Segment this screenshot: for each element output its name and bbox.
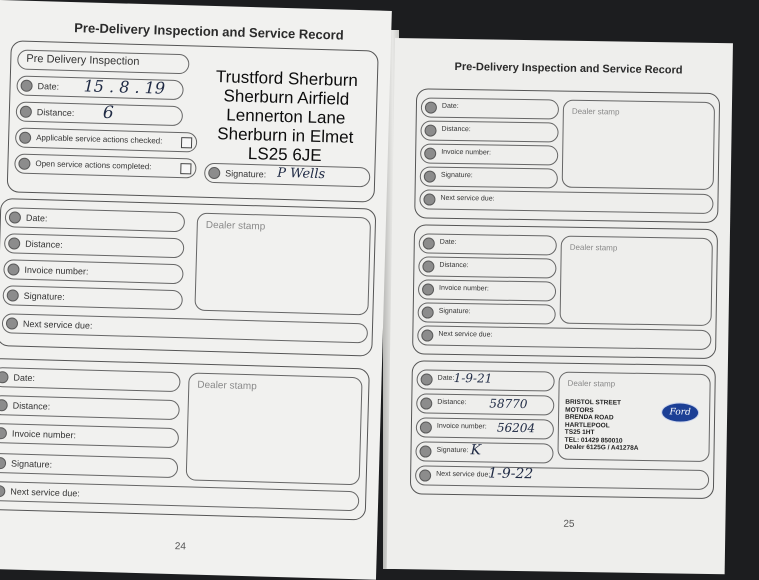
right-page xyxy=(387,38,733,574)
bullet-icon xyxy=(420,397,432,409)
distance-row xyxy=(416,393,554,415)
bullet-icon xyxy=(419,445,431,457)
applicable-row xyxy=(15,127,197,152)
stamp-line: Lennerton Lane xyxy=(226,105,346,128)
next-service-row xyxy=(417,325,711,350)
dealer-stamp-label: Dealer stamp xyxy=(197,379,257,393)
bullet-icon xyxy=(6,317,18,329)
dealer-stamp-box xyxy=(557,372,710,462)
signature-row xyxy=(0,453,178,478)
invoice-row xyxy=(420,143,558,165)
bullet-icon xyxy=(424,124,436,136)
signature-row xyxy=(418,302,556,324)
bullet-icon xyxy=(9,211,21,223)
pdi-header-row xyxy=(17,50,189,75)
distance-label: Distance: xyxy=(25,238,63,250)
next-service-row xyxy=(419,189,713,214)
bullet-icon xyxy=(420,421,432,433)
dealer-stamp-label: Dealer stamp xyxy=(569,242,618,253)
date-label: Date: xyxy=(437,374,455,382)
distance-label: Distance: xyxy=(437,398,467,407)
date-row xyxy=(5,207,185,232)
next-service-row xyxy=(0,481,359,511)
dealer-stamp-box xyxy=(186,372,363,485)
invoice-row xyxy=(416,417,554,439)
bullet-icon xyxy=(422,283,434,295)
distance-label: Distance: xyxy=(441,125,471,134)
bullet-icon xyxy=(422,260,434,272)
service-section-2 xyxy=(0,358,370,521)
date-label: Date: xyxy=(25,212,48,224)
next-service-label: Next service due: xyxy=(22,318,93,331)
invoice-label: Invoice number: xyxy=(11,428,77,441)
date-row xyxy=(419,233,557,255)
pdi-header: Pre Delivery Inspection xyxy=(26,52,140,68)
bullet-icon xyxy=(0,399,8,411)
date-label: Date: xyxy=(13,372,36,384)
invoice-label: Invoice number: xyxy=(24,264,89,277)
open-label: Open service actions completed: xyxy=(35,159,152,172)
bullet-icon xyxy=(0,427,7,439)
signature-row xyxy=(415,441,553,463)
signature-row xyxy=(2,285,182,310)
distance-row xyxy=(420,120,558,142)
signature-value: P Wells xyxy=(277,165,326,183)
signature-label: Signature: xyxy=(436,446,469,455)
bullet-icon xyxy=(20,105,32,117)
next-service-label: Next service due: xyxy=(10,486,80,499)
invoice-label: Invoice number: xyxy=(439,284,489,293)
stamp-line: Sherburn Airfield xyxy=(223,86,350,109)
next-service-value: 1-9-22 xyxy=(488,465,534,483)
bullet-icon xyxy=(419,469,431,481)
signature-label: Signature: xyxy=(10,458,53,470)
distance-row xyxy=(4,233,184,258)
invoice-row xyxy=(3,259,183,284)
bullet-icon xyxy=(8,237,20,249)
signature-label: Signature: xyxy=(440,171,473,180)
signature-row xyxy=(420,166,558,188)
date-row xyxy=(416,369,554,391)
bullet-icon xyxy=(423,193,435,205)
bullet-icon xyxy=(425,101,437,113)
bullet-icon xyxy=(421,329,433,341)
page-number: 25 xyxy=(563,518,575,530)
distance-label: Distance: xyxy=(12,400,51,412)
distance-row xyxy=(418,256,556,278)
open-row xyxy=(14,153,196,178)
page-title: Pre-Delivery Inspection and Service Record xyxy=(454,60,683,77)
date-row xyxy=(16,76,183,101)
dealer-stamp-box xyxy=(562,100,715,190)
page-number: 24 xyxy=(174,541,187,553)
open-checkbox[interactable] xyxy=(180,163,191,174)
pdi-section xyxy=(7,40,379,202)
date-label: Date: xyxy=(439,238,457,246)
dealer-stamp-box xyxy=(560,236,713,326)
bullet-icon xyxy=(0,371,9,383)
next-service-label: Next service due: xyxy=(436,470,491,479)
bullet-icon xyxy=(423,237,435,249)
date-value: 1-9-21 xyxy=(453,370,493,386)
bullet-icon xyxy=(0,485,5,497)
distance-label: Distance: xyxy=(439,261,469,270)
next-service-label: Next service due: xyxy=(440,194,495,203)
bullet-icon xyxy=(20,79,32,91)
distance-row xyxy=(16,101,183,126)
date-value: 15 . 8 . 19 xyxy=(83,76,166,98)
bullet-icon xyxy=(424,170,436,182)
bullet-icon xyxy=(7,289,19,301)
bullet-icon xyxy=(421,373,433,385)
bullet-icon xyxy=(19,131,31,143)
next-service-row xyxy=(2,313,368,343)
bullet-icon xyxy=(0,457,6,469)
stamp-line: Sherburn in Elmet xyxy=(217,124,354,147)
service-section-1 xyxy=(0,198,376,356)
dealer-stamp-box xyxy=(194,213,371,316)
next-service-label: Next service due: xyxy=(438,330,493,339)
service-section-1 xyxy=(414,88,720,223)
signature-label: Signature: xyxy=(438,307,471,316)
bullet-icon xyxy=(18,157,30,169)
bullet-icon xyxy=(208,166,220,178)
invoice-label: Invoice number: xyxy=(441,148,492,157)
service-section-3 xyxy=(410,360,716,499)
applicable-label: Applicable service actions checked: xyxy=(36,133,163,146)
dealer-stamp-text: BRISTOL STREET MOTORS BRENDA ROAD HARTLEPOOL TS25 1HT TEL: 01429 850010 Dealer 6125G / A41278A xyxy=(564,398,639,452)
date-label: Date: xyxy=(37,81,60,92)
bullet-icon xyxy=(7,263,19,275)
invoice-row xyxy=(0,423,179,448)
invoice-value: 56204 xyxy=(496,420,536,436)
page-title: Pre-Delivery Inspection and Service Record xyxy=(74,20,344,43)
invoice-row xyxy=(418,279,556,301)
distance-value: 58770 xyxy=(489,396,528,412)
distance-row xyxy=(0,395,180,420)
applicable-checkbox[interactable] xyxy=(181,137,192,148)
signature-value: K xyxy=(470,442,482,459)
bullet-icon xyxy=(422,306,434,318)
bullet-icon xyxy=(424,147,436,159)
signature-label: Signature: xyxy=(23,290,65,302)
dealer-stamp-label: Dealer stamp xyxy=(571,106,620,117)
distance-label: Distance: xyxy=(36,107,75,119)
distance-value: 6 xyxy=(102,102,114,124)
dealer-stamp-label: Dealer stamp xyxy=(205,219,266,233)
ford-logo: Ford xyxy=(661,402,699,423)
date-row xyxy=(0,367,181,392)
signature-row xyxy=(204,163,370,188)
date-row xyxy=(421,97,559,119)
stamp-line: LS25 6JE xyxy=(247,143,322,166)
date-label: Date: xyxy=(441,102,459,111)
invoice-label: Invoice number: xyxy=(436,422,487,431)
dealer-stamp-label: Dealer stamp xyxy=(567,378,616,389)
stamp-line: Trustford Sherburn xyxy=(215,67,359,91)
service-section-2 xyxy=(412,224,718,359)
dealer-stamp xyxy=(199,67,374,167)
next-service-row xyxy=(415,465,709,490)
signature-label: Signature: xyxy=(225,168,267,180)
